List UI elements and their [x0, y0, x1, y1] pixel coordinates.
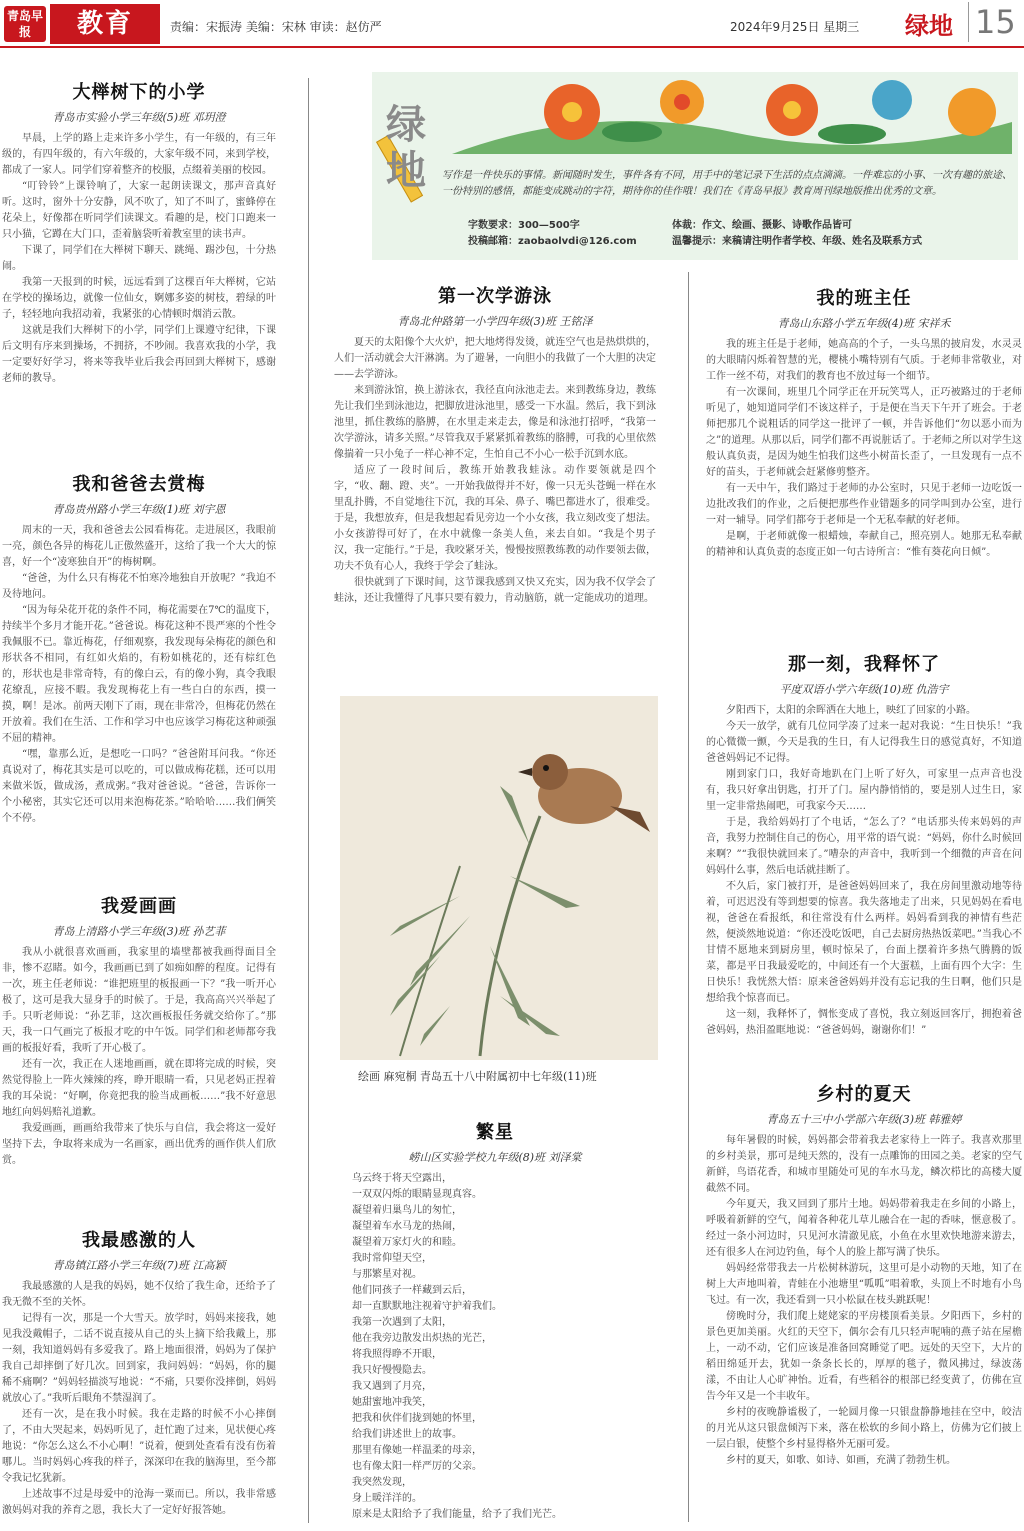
- poem-line: 他们同孩子一样藏到云后，: [352, 1285, 472, 1296]
- poem-line: 我突然发现，: [352, 1477, 412, 1488]
- genre-requirement: 体裁：作文、绘画、摄影、诗歌作品皆可: [672, 220, 852, 231]
- banner-title: 绿地: [386, 101, 426, 194]
- article: [2, 1226, 276, 1531]
- article-paragraph: 每年暑假的时候，妈妈都会带着我去老家待上一阵子。我喜欢那里的乡村美景，那可是纯天然的，没有一点雕饰的田园之美。老家的空气新鲜，鸟语花香，和城市里随处可见的车水马龙，鳞次栉比的高楼大厦截然不同。: [706, 1135, 1022, 1194]
- article-paragraph: 适应了一段时间后，教练开始教我蛙泳。动作要领就是四个字，“收、翻、蹬、夹”。一开始我做得并不好，像一只无头苍蝇一样在水里乱扑腾，不自觉地往下沉，我的耳朵、鼻子、嘴巴都进水了，很难受。于是，我想放弃，但是我想起看见旁边一个小女孩，我立刻改变了想法。小女孩游得可好了，在水中就像一条美人鱼，来去自如。“我是个男子汉，我一定能行。”于是，我咬紧牙关，慢慢按照教练教的动作要领去做，功夫不负有心人，我终于学会了蛙泳。: [334, 465, 656, 572]
- article-paragraph: 还有一次，我正在人迷地画画，就在即将完成的时候，突然觉得脸上一阵火辣辣的疼，睁开眼睛一看，只见老妈正捏着我的耳朵说：“好啊，你竟把我的脸当成画板……”我不好意思地红向妈妈赔礼道歉。: [2, 1059, 276, 1118]
- section-title: 教育: [50, 4, 160, 44]
- poem-line: 也有像太阳一样严厉的父亲。: [352, 1461, 482, 1472]
- article-paragraph: 我爱画画，画画给我带来了快乐与自信，我会将这一爱好坚持下去，争取将来成为一名画家，画出优秀的画作供人们欣赏。: [2, 1123, 276, 1166]
- article: [706, 650, 1022, 1054]
- article-paragraph: 我最感激的人是我的妈妈，她不仅给了我生命，还给予了我无微不至的关怀。: [2, 1281, 276, 1308]
- article-paragraph: 我第一天报到的时候，远远看到了这棵百年大榉树，它站在学校的操场边，就像一位仙女，婀娜多姿的树枝，碧绿的叶子，轻轻地向我招动着，我紧张的心情顿时烟消云散。: [2, 277, 276, 320]
- flower-decoration: [452, 72, 1012, 154]
- poem-line: 他在我旁边散发出炽热的光芒，: [352, 1333, 492, 1344]
- banner-intro: 写作是一件快乐的事情。新闻随时发生，事件各有不同，用手中的笔记录下生活的点点滴滴。一件难忘的小事、一次有趣的旅途、一份特别的感悟，都能变成跳动的字符，期待你的佳作哦！我们在《青岛早报》教育周刊绿地版推出优秀的文章。: [442, 170, 1012, 197]
- poem-line: 我时常仰望天空，: [352, 1253, 432, 1264]
- article: [2, 470, 276, 870]
- article-title: 我最感激的人: [82, 1230, 196, 1251]
- editor-credits: 责编：宋振涛 美编：宋林 审读：赵仿严: [170, 20, 382, 34]
- article-paragraph: 妈妈经常带我去一片松树林游玩，这里可是小动物的天地，知了在树上大声地叫着，青蛙在小池塘里“呱呱”唱着歌，头顶上不时地有小鸟飞过。有一次，我还看到一只小松鼠在枝头跳跃呢！: [706, 1263, 1022, 1306]
- bird-bamboo-painting: [340, 696, 658, 1060]
- article-byline: 青岛五十三中小学部六年级(3)班 韩雅婷: [766, 1113, 962, 1126]
- article-paragraph: 是啊，于老师就像一根蜡烛，奉献自己，照亮别人。她那无私奉献的精神和认真负责的态度正如一句古诗所言：“惟有葵花向日倾”。: [706, 531, 1022, 558]
- poem-line: 身上暖洋洋的。: [352, 1493, 422, 1504]
- article-paragraph: 傍晚时分，我们爬上姥姥家的平房楼顶看美景。夕阳西下，乡村的景色更加美丽。火红的天空下，偶尔会有几只轻声呢喃的燕子站在屋檐上，一动不动，它们应该是准备回窝睡觉了吧。远处的天空下，大片的稻田绵延开去，犹如一条条长长的，厚厚的毯子，微风拂过，绿波荡漾，不由让人心旷神怡。近看，有些稻谷的根部已经变黄了，仿佛在宣告今年又是一个丰收年。: [706, 1311, 1022, 1402]
- article-paragraph: 周末的一天，我和爸爸去公园看梅花。走进展区，我眼前一亮，颜色各异的梅花儿正傲然盛开，这给了我一个大大的惊喜，好一个“凌寒独自开”的梅树啊。: [2, 525, 276, 568]
- column-divider: [688, 272, 689, 1522]
- article-paragraph: 乡村的夜晚静谧极了，一轮圆月像一只银盘静静地挂在空中，皎洁的月光从这只银盘倾泻下来，落在松软的乡间小路上，仿佛为它们披上一层白银，使整个乡村显得格外无丽可爱。: [706, 1407, 1022, 1450]
- article-paragraph: 我的班主任是于老师，她高高的个子，一头乌黑的披肩发，水灵灵的大眼睛闪烁着智慧的光，樱桃小嘴特别有气质。于老师非常敬业，对工作一丝不苟，对我们的教育也不放过每一个细节。: [706, 339, 1022, 382]
- article-paragraph: “因为每朵花开花的条件不同，梅花需要在7℃的温度下，持续半个多月才能开花。”爸爸说。梅花这种不畏严寒的个性令我佩服不已。靠近梅花，仔细观察，我发现每朵梅花的颜色和形状各不相同，有红如火焰的，有粉如桃花的，还有棕红色的，形状也是非常奇特，有的像白云，有的像小狗，真令我眼花缭乱，应接不暇。我发现梅花上有一些白白的东西，摸一摸，啊！是冰。前两天刚下了雨，现在非常冷，但梅花仍然在开放着。我们在生活、工作和学习中也应该学习梅花这种顽强不屈的精神。: [2, 605, 276, 744]
- article-paragraph: 有一次课间，班里几个同学正在开玩笑骂人，正巧被路过的于老师听见了，她知道同学们不该这样子，于是便在当天下午开了班会。于老师把那几个说粗话的同学这一批评了一顿，并告诉他们“勿以恶小而为之”的道理。从那以后，同学们都不再说脏话了。于老师之所以对学生这般认真负责，是因为她生怕我们这些小树苗长歪了，一旦发现有一点不好的苗头，于老师就会赶紧修剪整齐。: [706, 387, 1022, 478]
- poem-line: 原来是太阳给予了我们能量，给予了我们光芒。: [352, 1509, 562, 1520]
- article-paragraph: 今年夏天，我又回到了那片土地。妈妈带着我走在乡间的小路上，呼吸着新鲜的空气，闻着各种花儿草儿融合在一起的香味，惬意极了。经过一条小河边时，只见河水清澈见底，小鱼在水里欢快地游来游去，还有很多人在河边钓鱼，每个人的脸上都写满了快乐。: [706, 1199, 1022, 1258]
- poem-line: 我只好慢慢隐去。: [352, 1365, 432, 1376]
- article-paragraph: 我从小就很喜欢画画，我家里的墙壁都被我画得面目全非，惨不忍睹。如今，我画画已到了如痴如醉的程度。记得有一次，班主任老师说：“谁把班里的板报画一下？”我一听开心极了，这可是我大显身手的时候了。于是，我高高兴兴举起了手。只听老师说：“孙艺菲，这次画板报任务就交给你了。”那天，我一口气画完了板报才吃的中午饭。同学们和老师都夸我画的板报好看，我听了开心极了。: [2, 947, 276, 1054]
- article-title: 第一次学游泳: [438, 286, 552, 307]
- article-title: 大榉树下的小学: [72, 82, 206, 103]
- article: [706, 284, 1022, 624]
- column-brand: 绿地: [905, 11, 953, 40]
- article-byline: 平度双语小学六年级(10)班 仇浩宇: [779, 683, 949, 696]
- poem-line: 那里有像她一样温柔的母亲，: [352, 1445, 482, 1456]
- article-paragraph: 早晨，上学的路上走来许多小学生，有一年级的，有三年级的，有四年级的，有六年级的，大家年级不同，来到学校，都成了一家人。同学们穿着整齐的校服，点缀着美丽的校园。: [2, 133, 276, 176]
- article-paragraph: 不久后，家门被打开，是爸爸妈妈回来了，我在房间里激动地等待着，可迟迟没有等到想要的惊喜。我失落地走了出来，只见妈妈在看电视，爸爸在看报纸，和往常没有什么两样。妈妈看到我的神情有些茫然，便淡然地说道：“你还没吃饭吧，自己去厨房热热饭菜吧。”当我心不甘情不愿地来到厨房里，顿时惊呆了，台面上摆着许多热气腾腾的饭菜，都是平日我最爱吃的，中间还有一个大蛋糕，上面有四个大字：生日快乐！我恍然大悟：原来爸爸妈妈并没有忘记我的生日啊，他们只是想给我个惊喜而已。: [706, 881, 1022, 1004]
- column-right: [706, 284, 1022, 1520]
- article-paragraph: “嘿，靠那么近，是想吃一口吗？”爸爸附耳问我。“你还真说对了，梅花其实是可以吃的，可以做成梅花糕，还可以用来做米饭，做成汤，煮成粥。”我对爸爸说。“爸爸，告诉你一个小秘密，其实它还可以用来泡梅花茶。”哈哈哈……我们俩笑个不停。: [2, 749, 276, 824]
- article-paragraph: 这一刻，我释怀了，惆怅变成了喜悦，我立刻返回客厅，拥抱着爸爸妈妈，热泪盈眶地说：“爸爸妈妈，谢谢你们！”: [706, 1009, 1022, 1036]
- article-paragraph: 上述故事不过是母爱中的沧海一粟而已。所以，我非常感激妈妈对我的养育之恩，我长大了一定好好报答她。: [2, 1489, 276, 1516]
- article: [2, 78, 276, 448]
- poem-byline: 崂山区实验学校九年级(8)班 刘泽棠: [408, 1151, 582, 1164]
- newspaper-logo: 青岛早报: [4, 6, 46, 42]
- article-paragraph: 记得有一次，那是一个大雪天。放学时，妈妈来接我，她见我没戴帽子，二话不说直接从自己的头上摘下给我戴上，那一刻，我知道妈妈有多爱我了。路上地面很滑，妈妈为了保护我自己却摔倒了好几次。回到家，我问妈妈：“妈妈，你的腿稀不痛啊？”妈妈轻描淡写地说：“不痛，只要你没摔倒，妈妈就放心了。”我听后眼角不禁湿润了。: [2, 1313, 276, 1404]
- poem-line: 她甜蜜地冲我笑，: [352, 1397, 432, 1408]
- poem-line: 凝望着万家灯火的和睦。: [352, 1237, 462, 1248]
- article: [706, 1080, 1022, 1520]
- article-paragraph: 刚到家门口，我好奇地趴在门上听了好久，可家里一点声音也没有，我只好拿出钥匙，打开了门。屋内静悄悄的，要是别人过生日，家里一定非常热闹吧，可我家今天……: [706, 769, 1022, 812]
- column-left: [2, 78, 276, 1531]
- article-title: 那一刻，我释怀了: [788, 654, 940, 675]
- poem-line: 我又遇到了月亮，: [352, 1381, 432, 1392]
- article-byline: 青岛北仲路第一小学四年级(3)班 王铭泽: [397, 315, 593, 328]
- submission-email: 投稿邮箱：zaobaolvdi@126.com: [468, 236, 637, 247]
- poem-line: 一双双闪烁的眼睛显现真容。: [352, 1189, 482, 1200]
- article: [2, 892, 276, 1202]
- article-title: 我爱画画: [101, 896, 177, 917]
- article-paragraph: 这就是我们大榉树下的小学，同学们上课遵守纪律，下课后文明有序来到操场，不拥挤，不吵闹。我喜欢我的小学，我一定要好好学习，将来等我毕业后我会再回到大榉树下，感谢老师的教导。: [2, 325, 276, 384]
- article-byline: 青岛镇江路小学三年级(7)班 江高颖: [52, 1259, 226, 1272]
- poem: [334, 1118, 656, 1528]
- page-number: 15: [968, 2, 1016, 42]
- article-paragraph: 乡村的夏天，如歌、如诗、如画，充满了勃勃生机。: [726, 1455, 956, 1466]
- article-byline: 青岛贵州路小学三年级(1)班 刘宇恩: [52, 503, 226, 516]
- article-paragraph: 有一天中午，我们路过于老师的办公室时，只见于老师一边吃饭一边批改我们的作业，之后便把那些作业错题多的同学叫到办公室，进行一对一辅导。同学们都夸于老师是一个无私奉献的好老师。: [706, 483, 1022, 526]
- column-banner: [372, 72, 1018, 260]
- article-byline: 青岛上清路小学三年级(3)班 孙艺菲: [52, 925, 226, 938]
- article-byline: 青岛山东路小学五年级(4)班 宋祥禾: [777, 317, 951, 330]
- article-paragraph: 还有一次，是在我小时候。我在走路的时候不小心摔倒了，不由大哭起来，妈妈听见了，赶忙跑了过来，见状便心疼地说：“你怎么这么不小心啊！”说着，便到处查看有没有伤着哪儿。当时妈妈心疼我的样子，深深印在我的脑海里，至今都令我记忆犹新。: [2, 1409, 276, 1484]
- word-requirement: 字数要求：300—500字: [468, 220, 580, 231]
- poem-line: 凝望着归巢鸟儿的匆忙，: [352, 1205, 462, 1216]
- painting-caption: 绘画 麻宛桐 青岛五十八中附属初中七年级(11)班: [358, 1070, 597, 1083]
- article-title: 我和爸爸去赏梅: [72, 474, 206, 495]
- submission-tip: 温馨提示：来稿请注明作者学校、年级、姓名及联系方式: [672, 236, 922, 247]
- poem-line: 把我和伙伴们拢到她的怀里，: [352, 1413, 482, 1424]
- article-paragraph: “爸爸，为什么只有梅花不怕寒冷地独自开放呢？”我迫不及待地问。: [2, 573, 276, 600]
- article-byline: 青岛市实验小学三年级(5)班 邓玥澄: [52, 111, 226, 124]
- article-title: 我的班主任: [816, 288, 912, 309]
- poem-line: 给我们讲述世上的故事。: [352, 1429, 462, 1440]
- column-divider: [308, 78, 309, 1523]
- article-paragraph: “叮铃铃”上课铃响了，大家一起朗读课文，那声音真好听。这时，窗外十分安静，风不吹了，知了不叫了，蜜蜂停在花朵上，好像都在听同学们读课文。看趣的是，校门口跑来一只小猫，它蹲在大门口，歪着脑袋听着教室里的读书声。: [2, 181, 276, 240]
- article-paragraph: 很快就到了下课时间，这节课我感到又快又充实，因为我不仅学会了蛙泳，还让我懂得了凡事只要有毅力，肯动脑筋，就一定能成功的道理。: [334, 577, 656, 604]
- article-paragraph: 今天一放学，就有几位同学凑了过来一起对我说：“生日快乐！”我的心微微一颤，今天是我的生日，有人记得我生日的感觉真好，不知道爸爸妈妈记不记得。: [706, 721, 1022, 764]
- poem-line: 却一直默默地注视着守护着我们。: [352, 1301, 502, 1312]
- poem-line: 乌云终于将天空露出，: [352, 1173, 452, 1184]
- poem-line: 我第一次遇到了太阳，: [352, 1317, 452, 1328]
- page-header: [0, 0, 1024, 48]
- article-paragraph: 夕阳西下，太阳的余晖洒在大地上，映红了回家的小路。: [726, 705, 976, 716]
- poem-title: 繁星: [476, 1122, 514, 1143]
- poem-line: 与那繁星对视。: [352, 1269, 422, 1280]
- poem-line: 将我照得睁不开眼，: [352, 1349, 442, 1360]
- article-paragraph: 下课了，同学们在大榉树下聊天、跳绳、踢沙包，十分热闹。: [2, 245, 276, 272]
- article-paragraph: 夏天的太阳像个大火炉，把大地烤得发烫，就连空气也是热烘烘的，人们一活动就会大汗淋漓。为了避暑，一向胆小的我做了一个大胆的决定——去学游泳。: [334, 337, 656, 380]
- painting-image: [340, 696, 658, 1060]
- article-paragraph: 来到游泳馆，换上游泳衣，我径直向泳池走去。来到教练身边，教练先让我们坐到泳池边，把脚放进泳池里，感受一下水温。然后，我下到泳池里，抓住教练的胳膊，在水里走来走去，像是和泳池打招呼，“我第一次学游泳，请多关照。”尽管我双手紧紧抓着教练的胳膊，可我的心里依然像揣着一只小兔子一样心神不定，生怕自己不小心一松手沉到水底。: [334, 385, 656, 460]
- issue-date: 2024年9月25日 星期三: [730, 20, 860, 34]
- article-title: 乡村的夏天: [816, 1084, 912, 1105]
- poem-line: 凝望着车水马龙的热闹，: [352, 1221, 462, 1232]
- article-paragraph: 于是，我给妈妈打了个电话，“怎么了？”电话那头传来妈妈的声音，我努力控制住自己的伤心，用平常的语气说：“妈妈，你什么时候回来啊？”“我很快就回来了。”嘈杂的声音中，我听到一个细微的声音在问妈妈什么事，然后电话就挂断了。: [706, 817, 1022, 876]
- article: [334, 282, 656, 672]
